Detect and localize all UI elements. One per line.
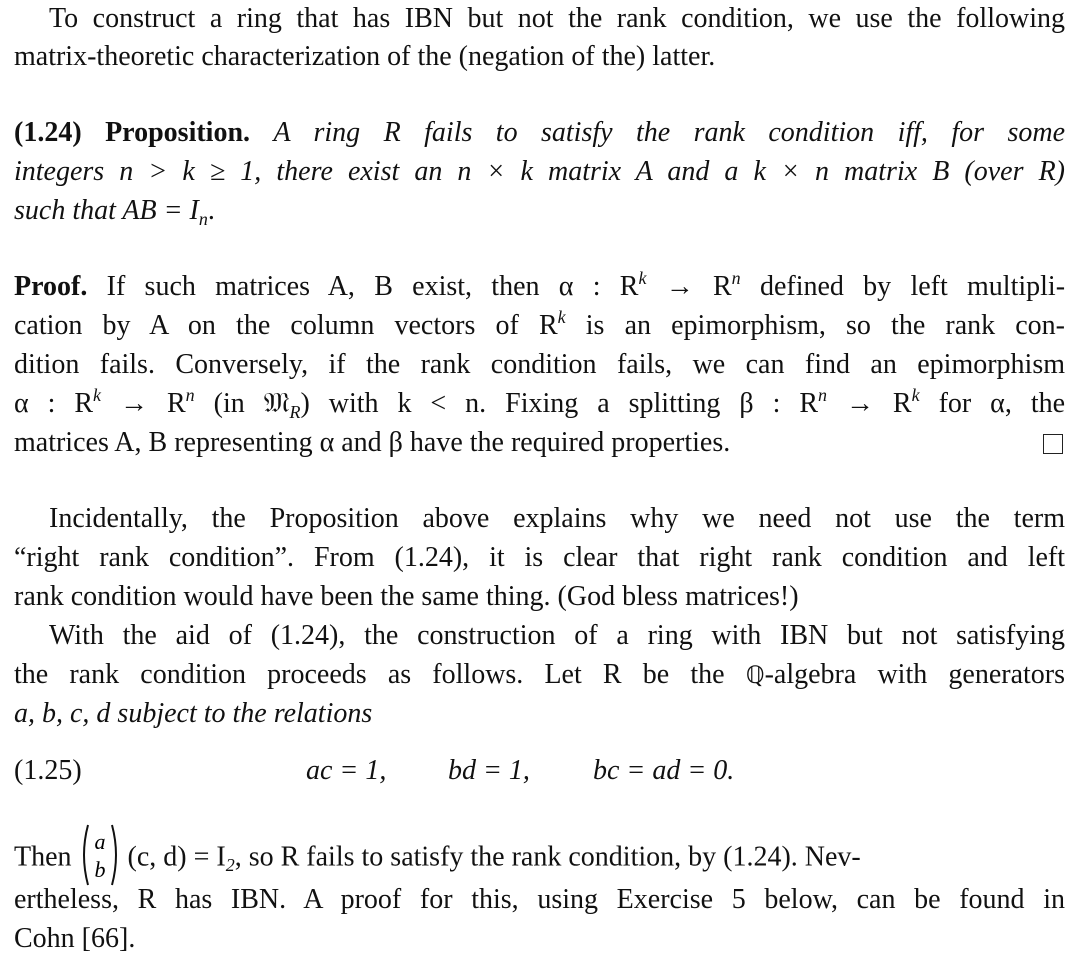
proposition-line-1	[14, 114, 1065, 152]
proof-sup: k	[638, 268, 647, 288]
proof-sub: R	[289, 402, 301, 422]
intro-line-1: To construct a ring that has IBN but not the rank condition, we use the following	[49, 3, 1065, 34]
para2-text-2b: -algebra with generators	[764, 659, 1065, 690]
qed-box-icon	[1043, 434, 1063, 454]
proof-sup: n	[731, 268, 741, 288]
proof-text-4a: α : R	[14, 388, 94, 419]
then-line-2: ertheless, R has IBN. A proof for this, using Exercise 5 below, can be found in	[14, 884, 1065, 915]
proof-text-4c: (in 𝔐	[213, 388, 290, 419]
proof-line-5	[14, 424, 1065, 462]
proof-text-2b: is an epimorphism, so the rank con-	[585, 310, 1066, 341]
proof-line-1	[14, 268, 1065, 306]
equation-part-1	[306, 752, 386, 790]
para1-line-3: rank condition would have been the same thing. (God bless matrices!)	[14, 581, 799, 612]
proof-text-1a: If such matrices A, B exist, then α : R	[106, 271, 639, 302]
matrix-entry-bottom: b	[94, 857, 106, 882]
proof-text-1b: → R	[665, 271, 732, 302]
equation-part-2	[448, 752, 530, 790]
proposition-label: (1.24) Proposition.	[14, 117, 251, 148]
equation-label: (1.25)	[14, 755, 82, 786]
proof-text-1c: defined by left multipli-	[759, 271, 1066, 302]
equation-text-1: ac = 1,	[306, 755, 387, 786]
then-text-b: , so R fails to satisfy the rank condition, by (1.24). Nev-	[234, 841, 861, 873]
proof-text-4b: → R	[120, 388, 186, 419]
equation-text-2: bd = 1,	[448, 755, 530, 786]
then-line-3: Cohn [66].	[14, 923, 136, 954]
para2-line-2	[14, 656, 1065, 694]
then-line-1	[14, 826, 1065, 882]
equation-text-3: bc = ad = 0.	[593, 755, 735, 786]
right-paren-icon	[112, 825, 116, 885]
proof-text-2a: cation by A on the column vectors of R	[14, 310, 558, 341]
equation-part-3	[593, 752, 734, 790]
proof-line-2	[14, 307, 1065, 345]
proof-text-4e: → R	[845, 388, 912, 419]
matrix-entry-top: a	[94, 829, 106, 854]
para2-text-3: a, b, c, d subject to the relations	[14, 698, 373, 729]
proposition-sub-n: n	[198, 209, 208, 229]
then-sub: 2	[225, 855, 235, 876]
then-text-a: (c, d) = I	[127, 841, 226, 873]
para2-line-1: With the aid of (1.24), the construction of a ring with IBN but not satisfying	[49, 620, 1065, 651]
column-matrix	[79, 822, 121, 888]
then-word: Then	[14, 841, 72, 873]
proof-text-5: matrices A, B representing α and β have the required properties.	[14, 427, 731, 458]
para1-line-2: “right rank condition”. From (1.24), it is clear that right rank condition and left	[14, 542, 1065, 573]
para2-text-2a: the rank condition proceeds as follows. Let R be the	[14, 659, 725, 690]
left-paren-icon	[84, 825, 88, 885]
proof-label: Proof.	[14, 271, 88, 302]
column-matrix-svg	[79, 822, 121, 888]
proof-sup: n	[185, 385, 195, 405]
para1-line-1: Incidentally, the Proposition above explains why we need not use the term	[49, 503, 1065, 534]
proof-sup: k	[93, 385, 102, 405]
proposition-line-3	[14, 192, 1065, 230]
proposition-line-2	[14, 153, 1065, 191]
proof-text-4f: for α, the	[938, 388, 1066, 419]
proposition-end: .	[207, 195, 215, 226]
rationals-symbol: ℚ	[745, 661, 765, 689]
proof-sup: k	[911, 385, 920, 405]
proof-sup: k	[557, 307, 566, 327]
proposition-text-2: integers n > k ≥ 1, there exist an n × k matrix A and a k × n matrix B (over R)	[14, 156, 1065, 187]
proposition-text-3: such that AB = I	[14, 195, 199, 226]
proof-sup: n	[818, 385, 827, 405]
proposition-text-1: A ring R fails to satisfy the rank condition iff, for some	[273, 117, 1065, 148]
para2-line-3	[14, 695, 1065, 733]
intro-line-2: matrix-theoretic characterization of the (negation of the) latter.	[14, 41, 716, 72]
proof-line-4	[14, 385, 1065, 423]
proof-line-3: dition fails. Conversely, if the rank condition fails, we can find an epimorphism	[14, 349, 1065, 380]
proof-text-4d: ) with k < n. Fixing a splitting β : R	[300, 388, 818, 419]
